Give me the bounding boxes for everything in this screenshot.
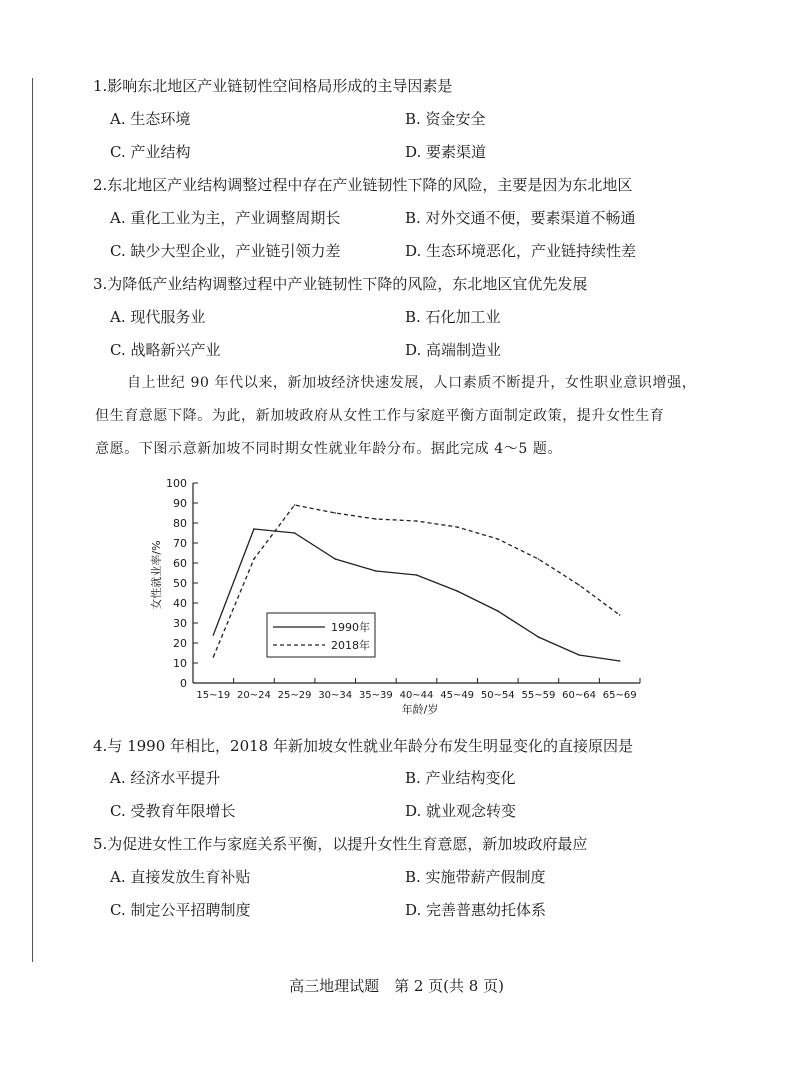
chart-data-point — [416, 574, 418, 576]
chart-data-point — [497, 538, 499, 540]
chart-y-tick-label: 50 — [173, 577, 187, 590]
question-4-option-b: B. 产业结构变化 — [405, 769, 516, 787]
chart-x-tick-label: 65~69 — [602, 690, 637, 701]
question-2-option-a: A. 重化工业为主，产业调整周期长 — [110, 209, 341, 227]
question-4-stem: 4.与 1990 年相比，2018 年新加坡女性就业年龄分布发生明显变化的直接原因是 — [93, 737, 633, 755]
question-1-option-a: A. 生态环境 — [110, 110, 191, 128]
chart-data-point — [334, 558, 336, 560]
chart-data-point — [538, 558, 540, 560]
chart-data-point — [213, 656, 215, 658]
chart-y-axis-label: 女性就业率/% — [150, 540, 163, 610]
passage-line-2: 但生育意愿下降。为此，新加坡政府从女性工作与家庭平衡方面制定政策，提升女性生育 — [95, 408, 665, 424]
chart-y-tick-label: 60 — [173, 557, 187, 570]
chart-data-point — [578, 584, 580, 586]
chart-x-tick-label: 60~64 — [562, 690, 596, 701]
chart-legend-label: 2018年 — [331, 639, 370, 652]
question-2-option-c: C. 缺少大型企业，产业链引领力差 — [110, 242, 341, 260]
chart-data-point — [375, 518, 377, 520]
chart-data-point — [456, 526, 458, 528]
chart-data-point — [213, 634, 215, 636]
chart-y-tick-label: 80 — [173, 517, 187, 530]
question-2-stem: 2.东北地区产业结构调整过程中存在产业链韧性下降的风险，主要是因为东北地区 — [93, 176, 633, 194]
question-5-stem: 5.为促进女性工作与家庭关系平衡，以提升女性生育意愿，新加坡政府最应 — [93, 835, 588, 853]
question-3-option-a: A. 现代服务业 — [110, 308, 206, 326]
chart-y-tick-label: 30 — [173, 617, 187, 630]
question-4-option-a: A. 经济水平提升 — [110, 769, 221, 787]
chart-data-point — [619, 614, 621, 616]
chart-x-tick-label: 40~44 — [399, 690, 434, 701]
chart-data-point — [497, 610, 499, 612]
chart-x-tick-label: 15~19 — [196, 690, 231, 701]
chart-x-tick-label: 30~34 — [318, 690, 353, 701]
employment-age-chart — [140, 470, 660, 722]
question-5-option-a: A. 直接发放生育补贴 — [110, 868, 251, 886]
chart-data-point — [294, 504, 296, 506]
chart-data-point — [375, 570, 377, 572]
binding-margin-line — [32, 78, 33, 962]
question-3-option-d: D. 高端制造业 — [405, 341, 502, 359]
question-1-option-b: B. 资金安全 — [405, 110, 486, 128]
chart-data-point — [578, 654, 580, 656]
chart-x-tick-label: 25~29 — [277, 690, 312, 701]
chart-y-tick-label: 100 — [166, 477, 187, 490]
chart-x-axis-label: 年龄/岁 — [401, 703, 439, 716]
chart-data-point — [253, 558, 255, 560]
question-4-option-d: D. 就业观念转变 — [405, 802, 517, 820]
chart-x-tick-label: 20~24 — [237, 690, 271, 701]
question-2-option-b: B. 对外交通不便，要素渠道不畅通 — [405, 209, 636, 227]
passage-line-3: 意愿。下图示意新加坡不同时期女性就业年龄分布。据此完成 4～5 题。 — [95, 441, 563, 457]
question-3-option-c: C. 战略新兴产业 — [110, 341, 221, 359]
chart-x-tick-label: 45~49 — [440, 690, 475, 701]
chart-data-point — [416, 520, 418, 522]
chart-y-tick-label: 10 — [173, 657, 187, 670]
question-5-option-b: B. 实施带薪产假制度 — [405, 868, 546, 886]
chart-data-point — [619, 660, 621, 662]
question-1-option-d: D. 要素渠道 — [405, 143, 487, 161]
chart-y-tick-label: 40 — [173, 597, 187, 610]
question-5-option-d: D. 完善普惠幼托体系 — [405, 901, 547, 919]
chart-data-point — [294, 532, 296, 534]
question-3-stem: 3.为降低产业结构调整过程中产业链韧性下降的风险，东北地区宜优先发展 — [93, 275, 588, 293]
passage-line-1: 自上世纪 90 年代以来，新加坡经济快速发展，人口素质不断提升，女性职业意识增强， — [127, 375, 697, 391]
chart-axes — [166, 477, 640, 701]
question-5-option-c: C. 制定公平招聘制度 — [110, 901, 251, 919]
chart-legend-label: 1990年 — [331, 621, 370, 634]
question-2-option-d: D. 生态环境恶化，产业链持续性差 — [405, 242, 637, 260]
chart-y-tick-label: 20 — [173, 637, 187, 650]
page-footer: 高三地理试题 第 2 页(共 8 页) — [289, 977, 504, 995]
chart-data-point — [334, 512, 336, 514]
chart-legend — [267, 613, 375, 657]
chart-y-tick-label: 0 — [180, 677, 187, 690]
chart-y-tick-label: 70 — [173, 537, 187, 550]
chart-x-tick-label: 55~59 — [521, 690, 556, 701]
chart-x-tick-label: 35~39 — [358, 690, 393, 701]
question-1-option-c: C. 产业结构 — [110, 143, 191, 161]
question-4-option-c: C. 受教育年限增长 — [110, 802, 236, 820]
question-1-stem: 1.影响东北地区产业链韧性空间格局形成的主导因素是 — [93, 77, 453, 95]
chart-x-tick-label: 50~54 — [480, 690, 515, 701]
question-3-option-b: B. 石化加工业 — [405, 308, 501, 326]
chart-data-point — [456, 590, 458, 592]
chart-data-point — [253, 528, 255, 530]
chart-y-tick-label: 90 — [173, 497, 187, 510]
chart-data-point — [538, 636, 540, 638]
